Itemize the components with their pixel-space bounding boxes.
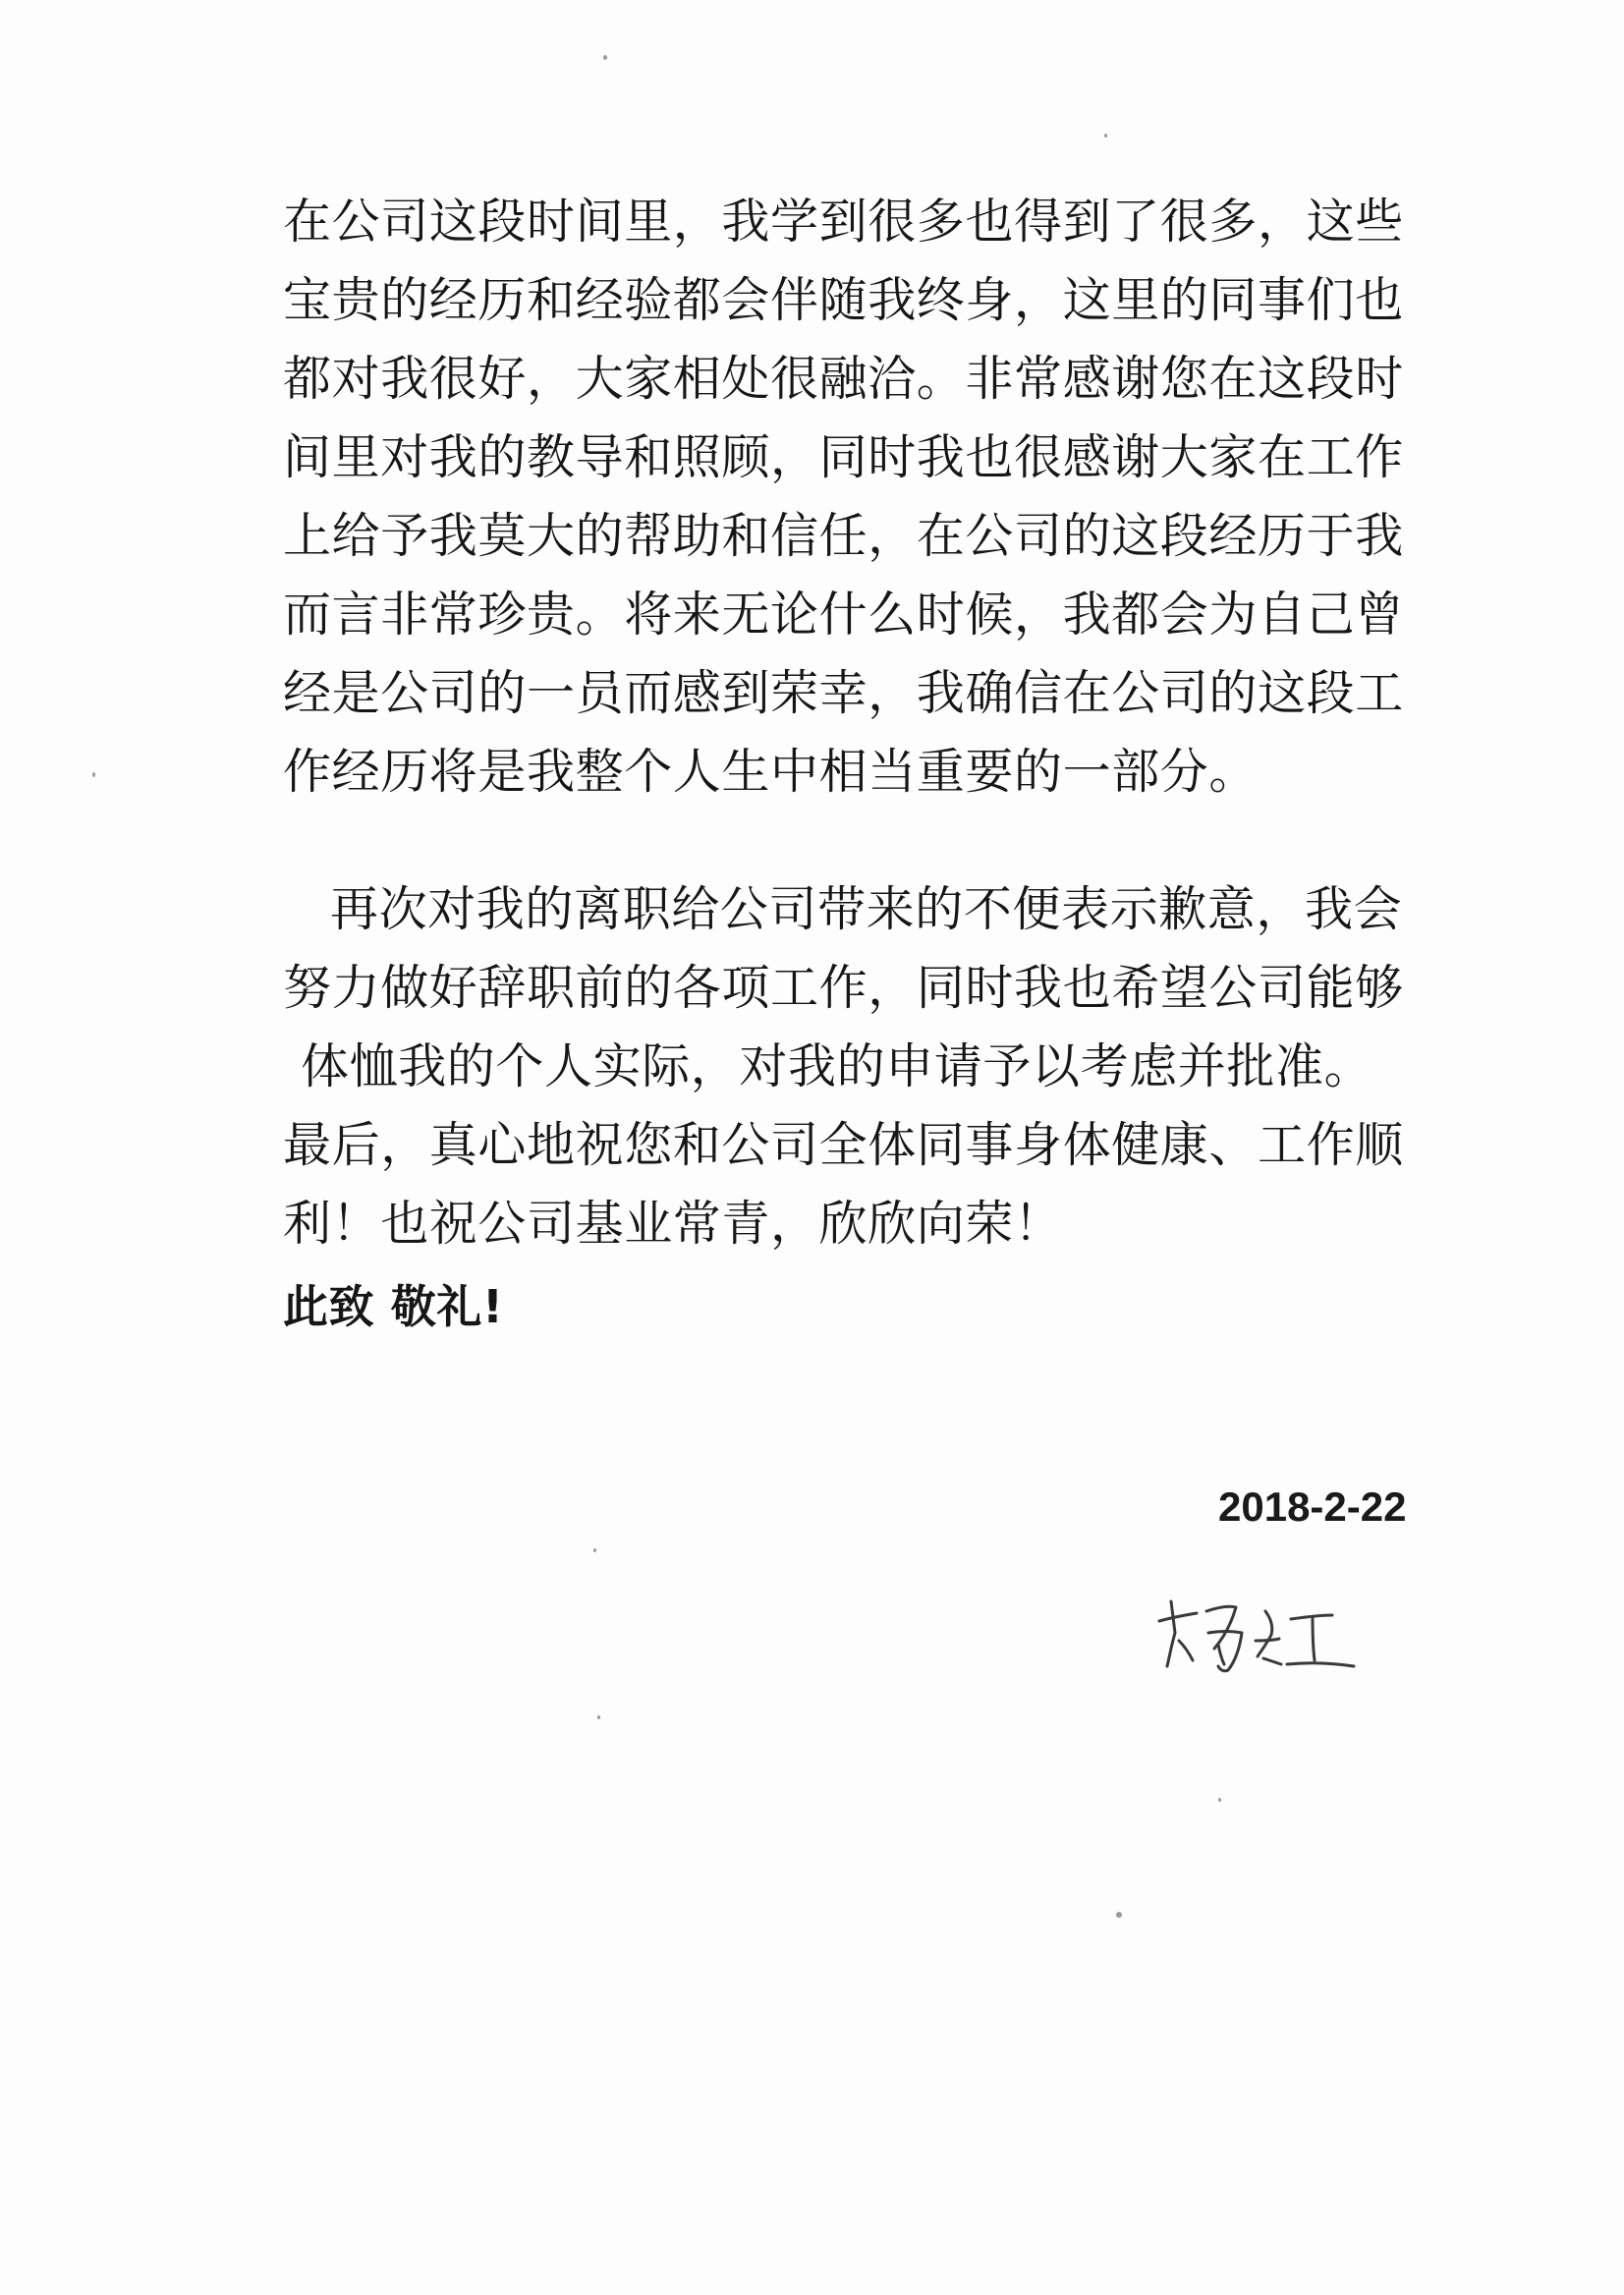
letter-date: 2018-2-22 [1218,1483,1407,1530]
paragraph2-line-2: 努力做好辞职前的各项工作，同时我也希望公司能够 [283,960,1404,1016]
scan-speck [92,772,95,777]
handwritten-signature [1149,1572,1366,1690]
scan-speck [1116,1912,1122,1918]
scan-speck [603,55,607,60]
scan-speck [1218,1798,1221,1802]
paragraph2-line-4: 最后，真心地祝您和公司全体同事身体健康、工作顺 [283,1117,1404,1173]
paragraph2-line-3: 体恤我的个人实际，对我的申请予以考虑并批准。 [301,1038,1373,1094]
scan-speck [597,1715,600,1719]
scan-speck [1104,134,1107,138]
paragraph1-line-1: 在公司这段时间里，我学到很多也得到了很多，这些 [283,194,1404,250]
scan-speck [593,1548,596,1552]
paragraph1-line-8: 作经历将是我整个人生中相当重要的一部分。 [283,744,1259,800]
paragraph1-line-6: 而言非常珍贵。将来无论什么时候，我都会为自己曾 [283,587,1404,643]
paragraph1-line-2: 宝贵的经历和经验都会伴随我终身，这里的同事们也 [283,272,1404,328]
paragraph1-line-4: 间里对我的教导和照顾，同时我也很感谢大家在工作 [283,429,1404,485]
paragraph1-line-7: 经是公司的一员而感到荣幸，我确信在公司的这段工 [283,665,1404,721]
paragraph1-line-5: 上给予我莫大的帮助和信任，在公司的这段经历于我 [283,508,1404,564]
paragraph2-line-5: 利！也祝公司基业常青，欣欣向荣！ [283,1196,1063,1252]
closing-salutation: 此致 敬礼! [283,1280,504,1333]
paragraph1-line-3: 都对我很好，大家相处很融洽。非常感谢您在这段时 [283,351,1404,407]
paragraph2-line-1: 再次对我的离职给公司带来的不便表示歉意，我会 [330,881,1403,937]
